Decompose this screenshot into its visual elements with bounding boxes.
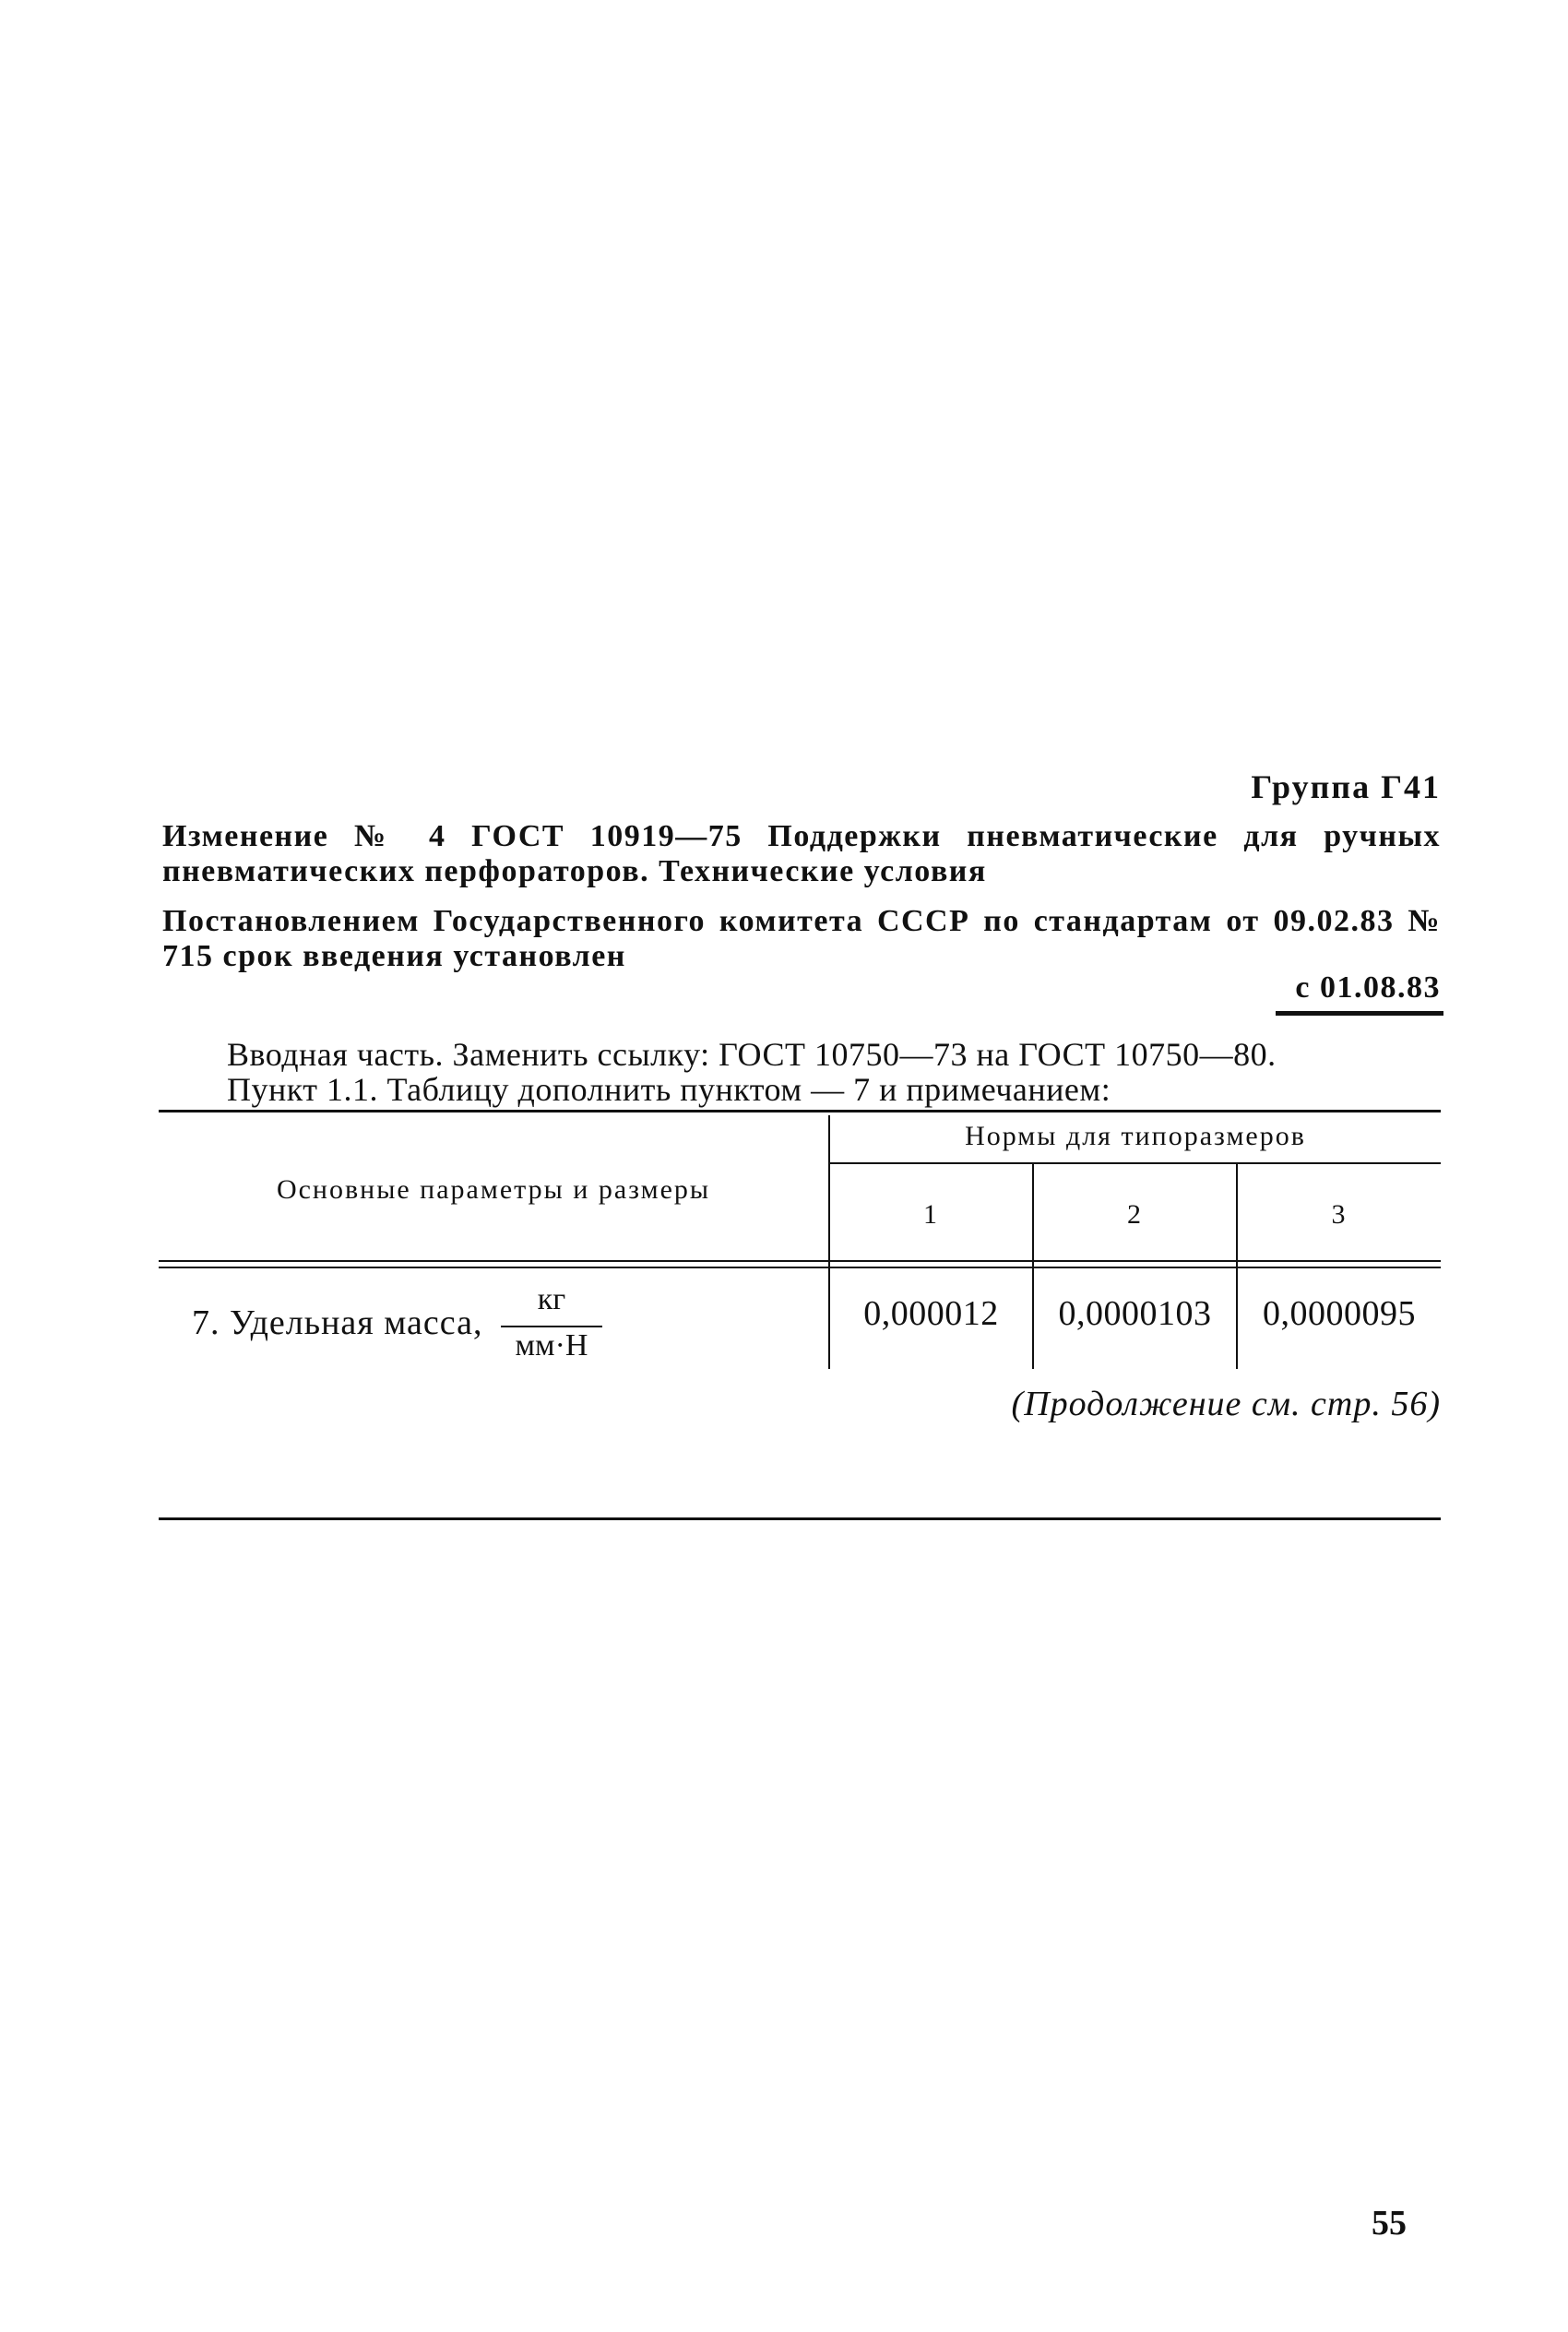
- fraction-bar: [501, 1326, 602, 1327]
- header-size-3: 3: [1331, 1199, 1348, 1230]
- header-size-norms: Нормы для типоразмеров: [965, 1121, 1306, 1151]
- group-label: Группа Г41: [1251, 768, 1441, 805]
- header-main-parameters: Основные параметры и размеры: [276, 1174, 711, 1205]
- table-divider-2: [1032, 1164, 1034, 1369]
- paragraph-intro: Вводная часть. Заменить ссылку: ГОСТ 10750—73 на ГОСТ 10750—80.: [227, 1036, 1277, 1073]
- amendment-title: Изменение № 4 ГОСТ 10919—75 Поддержки пневматические для ручных пневматических перфораторов. Технические условия: [162, 819, 1441, 888]
- unit-denominator: мм·Н: [515, 1328, 588, 1362]
- header-bottom-rule-double: [159, 1267, 1441, 1268]
- table-top-rule: [159, 1110, 1441, 1112]
- header-size-2: 2: [1127, 1199, 1143, 1230]
- page-number: 55: [1372, 2204, 1407, 2243]
- table-divider-3: [1236, 1164, 1238, 1369]
- header-subgroup-rule: [829, 1162, 1441, 1164]
- header-bottom-rule: [159, 1260, 1441, 1262]
- effective-date: с 01.08.83: [1295, 970, 1441, 1005]
- effective-date-underline: [1276, 1011, 1443, 1016]
- continuation-note: (Продолжение см. стр. 56): [1011, 1385, 1441, 1423]
- value-size-3: 0,0000095: [1263, 1294, 1416, 1333]
- header-size-1: 1: [923, 1199, 939, 1230]
- value-size-2: 0,0000103: [1058, 1294, 1212, 1333]
- unit-numerator: кг: [537, 1282, 566, 1316]
- row-label-specific-mass: 7. Удельная масса,: [192, 1303, 483, 1342]
- paragraph-item: Пункт 1.1. Таблицу дополнить пунктом — 7 и примечанием:: [227, 1071, 1111, 1108]
- bottom-rule: [159, 1517, 1441, 1520]
- resolution-statement: Постановлением Государственного комитета СССР по стандартам от 09.02.83 № 715 срок введения установлен: [162, 904, 1441, 973]
- value-size-1: 0,000012: [863, 1294, 999, 1333]
